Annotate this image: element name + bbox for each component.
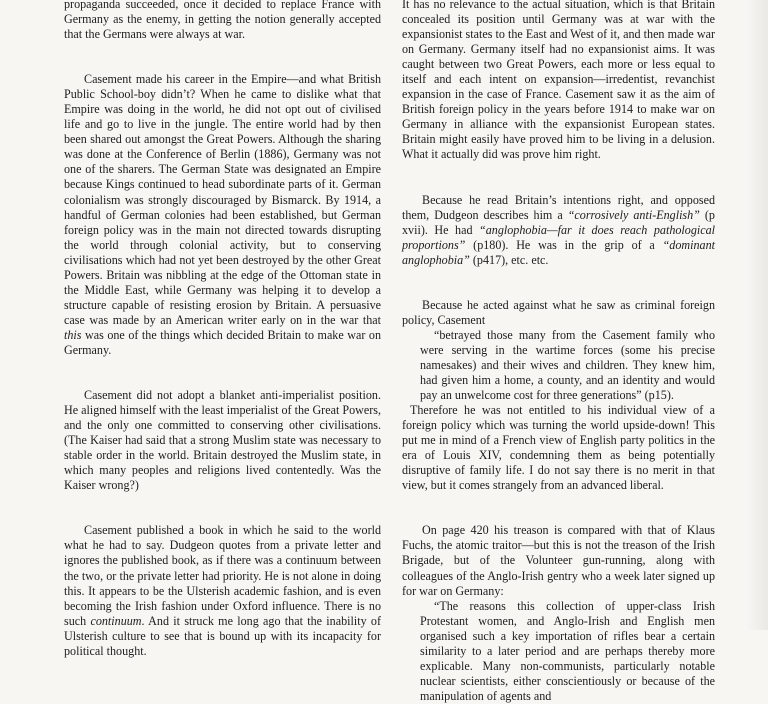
right-column [402,0,715,704]
italic-run: “corrosively anti-English” [567,207,700,222]
block-quote-1: “betrayed those many from the Casement family who were serving in the wartime forces (some his precise namesakes) and their wives and children. They knew him, had given him a home, a county, and an identity and would pay an unwelcome cost for three generations” (p15). [420,327,715,403]
paragraph-right-4: On page 420 his treason is compared with that of Klaus Fuchs, the atomic traitor—but this is not the treason of the Irish Brigade, but of the Volunteer gun-running, along with colleagues of the Anglo-Irish gentry who a week later signed up for war on Germany: [402,523,715,598]
paragraph-right-0: It has no relevance to the actual situation, which is that Britain concealed its position until Germany was at war with the expansionist states to the East and West of it, and then made war on Germany. Germany itself had no expansionist aims. It was caught between two Great Powers, each more or less equal to itself and each intent on expansion—irredentist, revanchist expansion in the case of France. Casement saw it as the aim of British foreign policy in the years before 1914 to make war on Germany in alliance with the expansionist European states. Britain might easily have proved him to be living in a delusion. What it actually did was prove him right. [402,0,715,162]
text-run: . And it struck me long ago that the inability of Ulsterish culture to see that is bound up with its incapacity for political thought. [64,613,381,658]
text-run: Casement made his career in the Empire—and what British Public School-boy didn’t? When he came to dislike what that Empire was doing in the world, he did not opt out of civilised life and go to live in the jungle. The entire world had by then been shared out amongst the Great Powers. Although the sharing was done at the Conference of Berlin (1886), Germany was not one of the sharers. The German State was designated an Empire because Kings continued to head subordinate parts of it. German colonialism was strongly discouraged by Bismarck. By 1914, a handful of German colonies had been established, but German foreign policy was in the main not directed towards disrupting the world through colonial activity, but to conserving civilisations which had not yet been destroyed by the other Great Powers. Britain was nibbling at the edge of the Ottoman state in the Middle East, while Germany was helping it to develop a structure capable of resisting erosion by Britain. A persuasive case was made by an American writer early on in the war that [64,72,381,327]
italic-run: continuum [90,613,142,628]
text-run: (p xvii). He had [402,207,715,237]
left-column [64,0,381,659]
text-run: was one of the things which decided Britain to make war on Germany. [64,327,381,357]
text-run: Because he read Britain’s intentions right, and opposed them, Dudgeon describes him a [402,192,715,222]
paragraph-right-1 [402,193,715,268]
paragraph-left-1 [64,72,381,358]
italic-run: “dominant anglophobia” [402,237,715,267]
text-run: (p180). He was in the grip of a [465,237,663,252]
paragraph-left-0: propaganda succeeded, once it decided to replace France with Germany as the enemy, in getting the notion generally accepted that the Germans were always at war. [64,0,381,42]
paragraph-left-3 [64,523,381,658]
text-run: (p417), etc. etc. [469,252,549,267]
block-quote-2: “The reasons this collection of upper-class Irish Protestant women, and Anglo-Irish and English men organised such a key importation of rifles bear a certain similarity to a later period and are perhaps thereby more explicable. Many non-communists, particularly notable nuclear scientists, either conscientiously or because of the manipulation of agents and [420,598,715,703]
paragraph-right-2: Because he acted against what he saw as criminal foreign policy, Casement [402,297,715,327]
paragraph-right-3: Therefore he was not entitled to his individual view of a foreign policy which was turning the world upside-down! This put me in mind of a French view of English party politics in the era of Louis XIV, condemning them as being potentially disruptive of family life. I do not say there is no merit in that view, but it comes strangely from an advanced liberal. [402,403,715,493]
text-run: Casement published a book in which he said to the world what he had to say. Dudgeon quotes from a private letter and ignores the published book, as if there was a continuum between the two, or the private letter had priority. He is not alone in doing this. It appears to be the Ulsterish academic fashion, and is even becoming the Irish fashion under Oxford influence. There is no such [64,523,381,628]
italic-run: “anglophobia—far it does reach pathological proportions” [402,222,715,252]
italic-run: this [64,327,82,342]
paragraph-left-2: Casement did not adopt a blanket anti-imperialist position. He aligned himself with the least imperialist of the Great Powers, and the only one committed to conserving other civilisations. (The Kaiser had said that a strong Muslim state was necessary to stable order in the world. Britain destroyed the Muslim state, in which many peoples and religions lived contentedly. Was the Kaiser wrong?) [64,388,381,493]
scan-edge-shading [746,0,768,630]
